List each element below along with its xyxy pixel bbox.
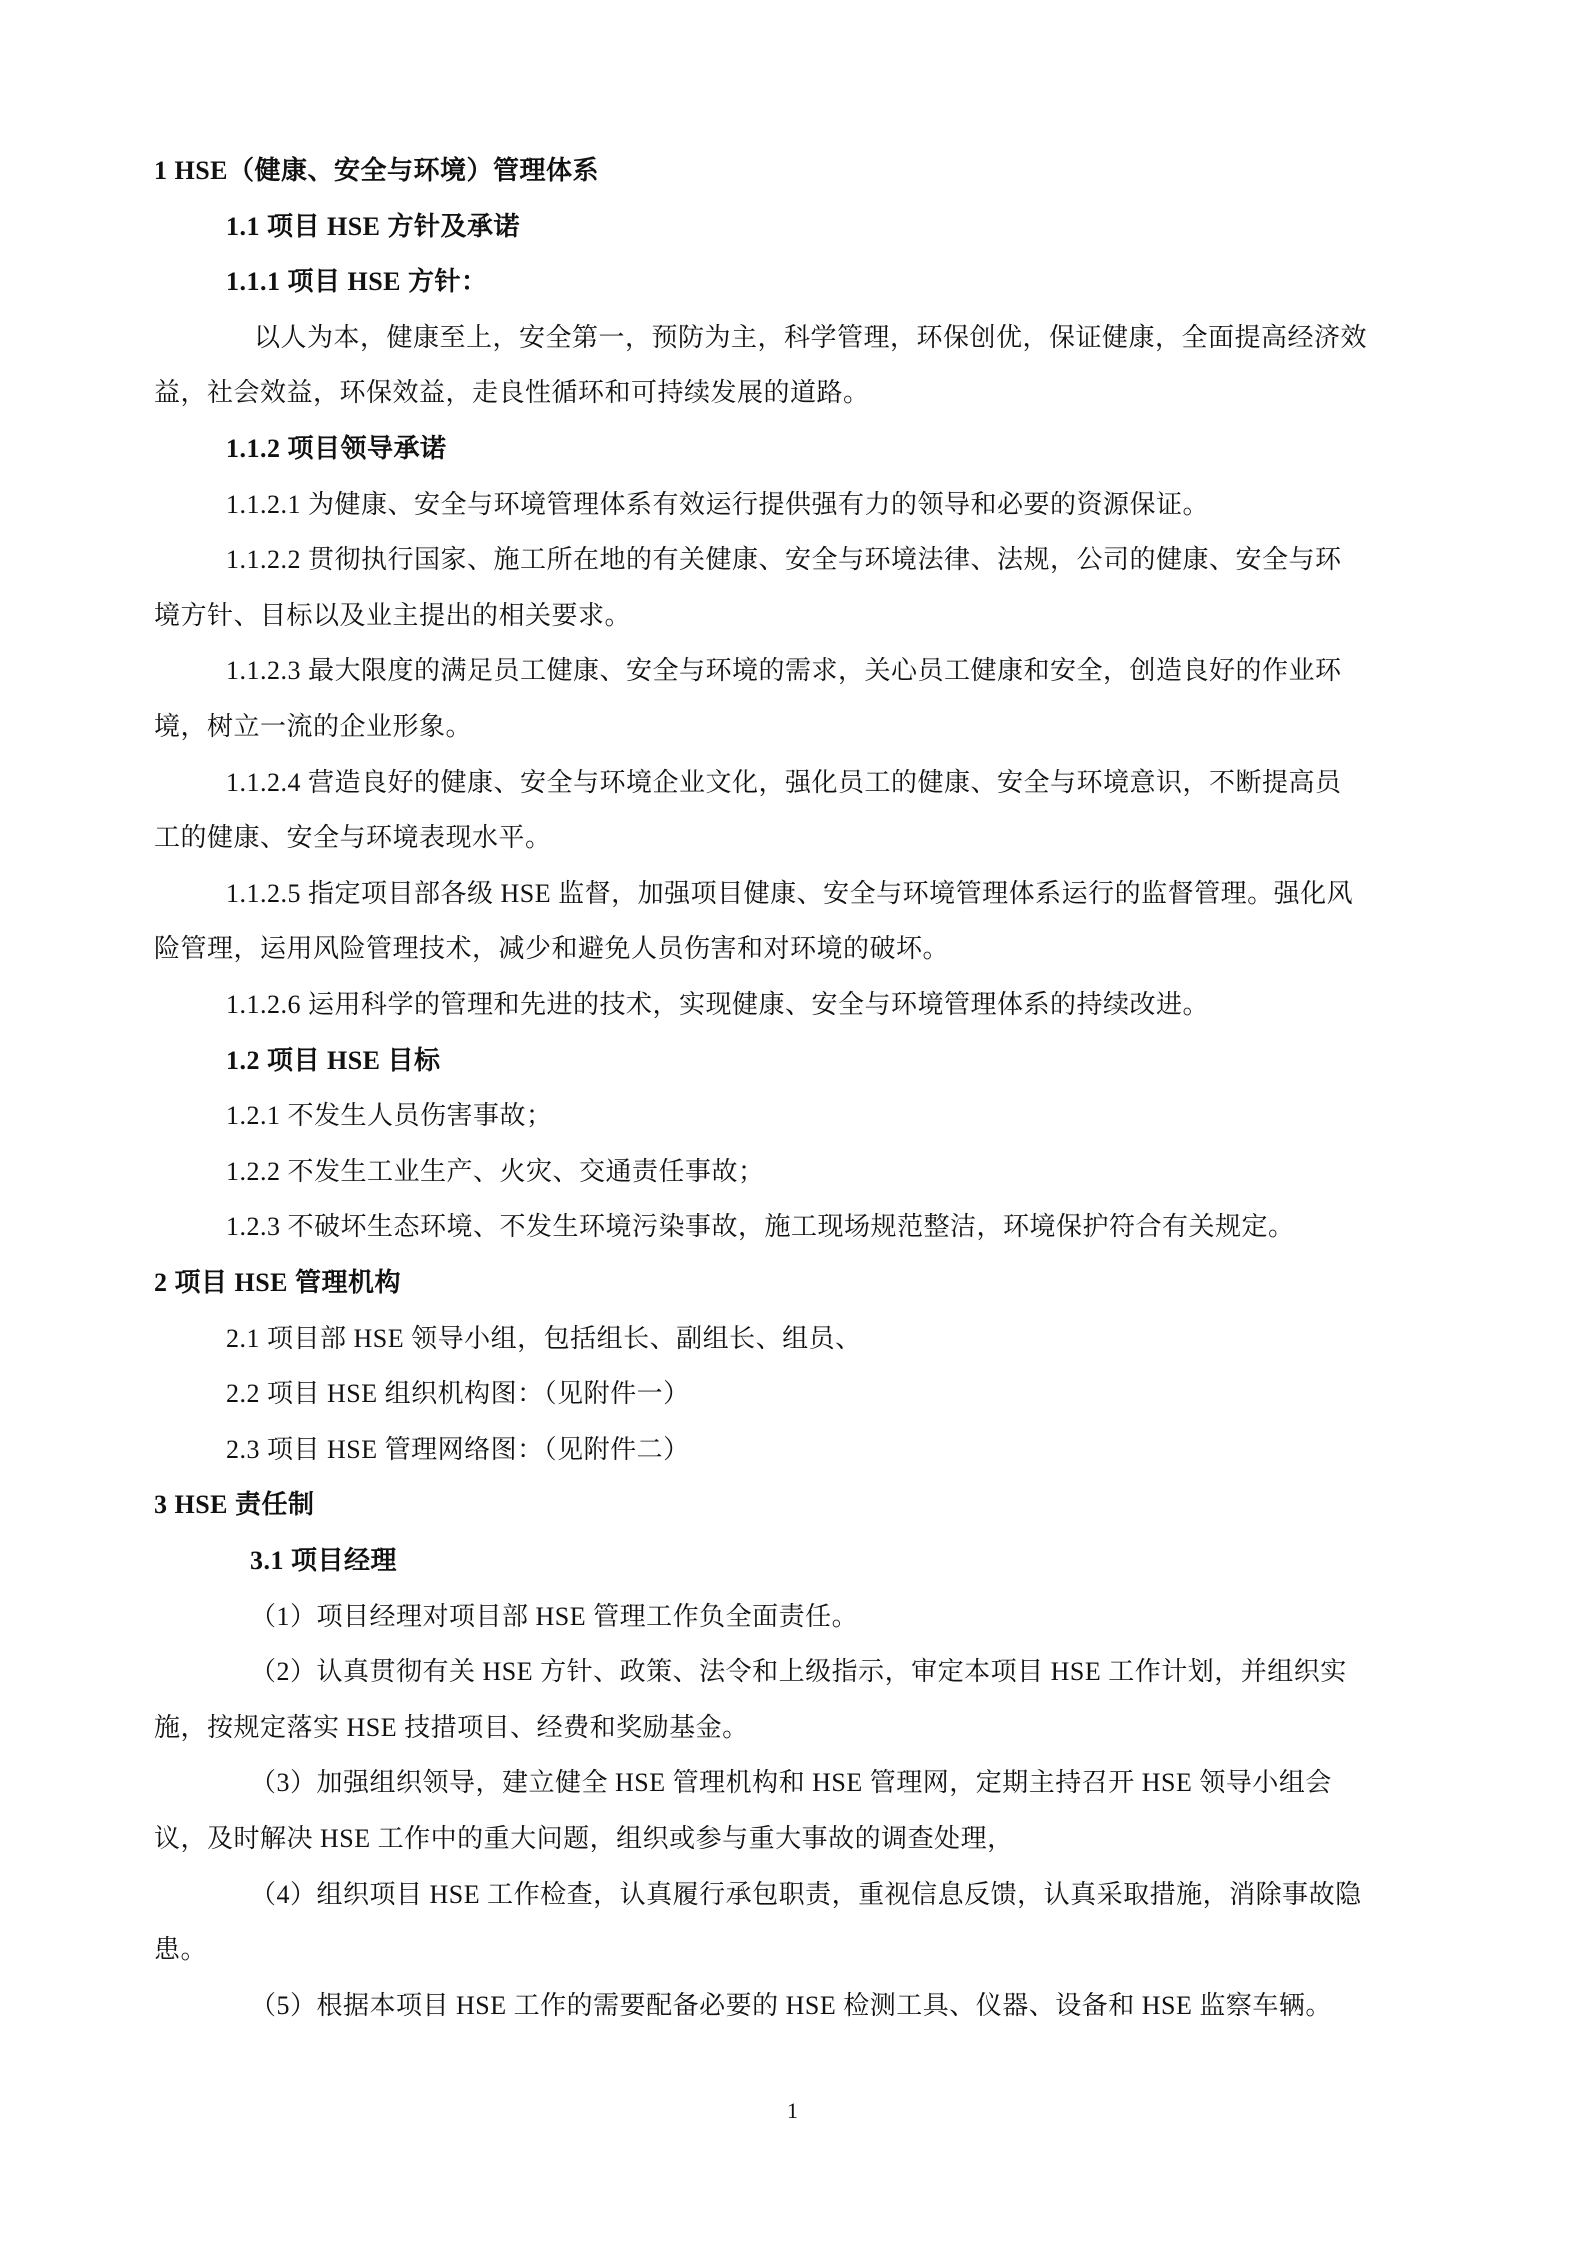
item-1-1-2-3-line-2: 境，树立一流的企业形象。 [154,712,473,741]
item-1-2-2: 1.2.2 不发生工业生产、火灾、交通责任事故； [226,1157,765,1186]
item-1-1-2-2-line-1: 1.1.2.2 贯彻执行国家、施工所在地的有关健康、安全与环境法律、法规，公司的健康、安全与环 [226,545,1342,574]
item-1-1-2-4-line-2: 工的健康、安全与环境表现水平。 [154,823,552,852]
duty-3-line-2: 议，及时解决 HSE 工作中的重大问题，组织或参与重大事故的调查处理， [154,1824,1014,1853]
heading-1-1: 1.1 项目 HSE 方针及承诺 [226,212,521,241]
item-2-3: 2.3 项目 HSE 管理网络图：（见附件二） [226,1435,690,1464]
item-1-1-2-2-line-2: 境方针、目标以及业主提出的相关要求。 [154,601,632,630]
heading-1-2: 1.2 项目 HSE 目标 [226,1046,441,1075]
item-1-1-2-3-line-1: 1.1.2.3 最大限度的满足员工健康、安全与环境的需求，关心员工健康和安全，创造良好的作业环 [226,656,1342,685]
duty-2-line-1: （2）认真贯彻有关 HSE 方针、政策、法令和上级指示，审定本项目 HSE 工作计划，并组织实 [250,1657,1347,1686]
heading-1-1-2: 1.1.2 项目领导承诺 [226,434,447,463]
item-1-1-2-5-line-2: 险管理，运用风险管理技术，减少和避免人员伤害和对环境的破坏。 [154,934,950,963]
duty-4-line-1: （4）组织项目 HSE 工作检查，认真履行承包职责，重视信息反馈，认真采取措施，消除事故隐 [250,1880,1362,1909]
item-1-2-3: 1.2.3 不破坏生态环境、不发生环境污染事故，施工现场规范整洁，环境保护符合有关规定。 [226,1212,1295,1241]
item-2-1: 2.1 项目部 HSE 领导小组，包括组长、副组长、组员、 [226,1324,862,1353]
item-1-1-2-6: 1.1.2.6 运用科学的管理和先进的技术，实现健康、安全与环境管理体系的持续改进。 [226,990,1210,1019]
duty-3-line-1: （3）加强组织领导，建立健全 HSE 管理机构和 HSE 管理网，定期主持召开 HSE 领导小组会 [250,1768,1332,1797]
item-1-1-2-4-line-1: 1.1.2.4 营造良好的健康、安全与环境企业文化，强化员工的健康、安全与环境意识，不断提高员 [226,768,1342,797]
item-2-2: 2.2 项目 HSE 组织机构图：（见附件一） [226,1379,690,1408]
item-1-1-2-5-line-1: 1.1.2.5 指定项目部各级 HSE 监督，加强项目健康、安全与环境管理体系运行的监督管理。强化风 [226,879,1354,908]
paragraph-policy-line-1: 以人为本，健康至上，安全第一，预防为主，科学管理，环保创优，保证健康，全面提高经济效 [254,323,1368,352]
paragraph-policy-line-2: 益，社会效益，环保效益，走良性循环和可持续发展的道路。 [154,378,870,407]
duty-2-line-2: 施，按规定落实 HSE 技措项目、经费和奖励基金。 [154,1713,749,1742]
page-number: 1 [787,2098,798,2123]
heading-section-3: 3 HSE 责任制 [154,1490,315,1519]
heading-section-1: 1 HSE（健康、安全与环境）管理体系 [154,156,600,185]
duty-1: （1）项目经理对项目部 HSE 管理工作负全面责任。 [250,1602,859,1631]
heading-3-1: 3.1 项目经理 [250,1546,398,1575]
heading-1-1-1: 1.1.1 项目 HSE 方针： [226,267,488,296]
duty-5: （5）根据本项目 HSE 工作的需要配备必要的 HSE 检测工具、仪器、设备和 HSE 监察车辆。 [250,1991,1332,2020]
heading-section-2: 2 项目 HSE 管理机构 [154,1268,402,1297]
item-1-1-2-1: 1.1.2.1 为健康、安全与环境管理体系有效运行提供强有力的领导和必要的资源保证。 [226,490,1210,519]
item-1-2-1: 1.2.1 不发生人员伤害事故； [226,1101,553,1130]
duty-4-line-2: 患。 [154,1935,208,1964]
